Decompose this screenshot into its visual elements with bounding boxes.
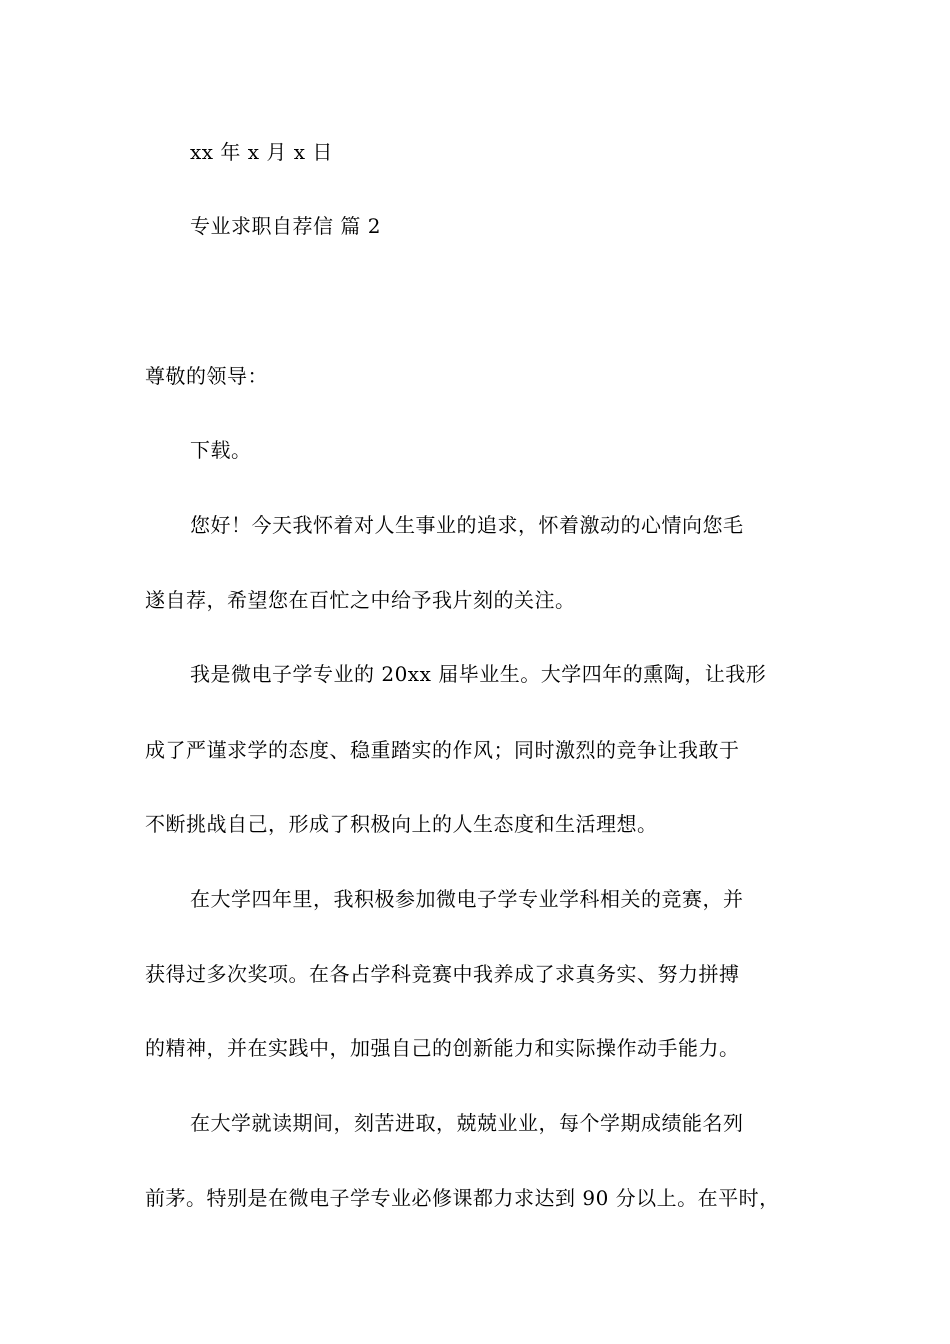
- paragraph-line: 我是微电子学专业的 20xx 届毕业生。大学四年的熏陶，让我形: [190, 662, 767, 686]
- paragraph-line: 下载。: [190, 438, 252, 462]
- paragraph-line: 获得过多次奖项。在各占学科竞赛中我养成了求真务实、努力拼搏: [145, 962, 740, 986]
- date-line: xx 年 x 月 x 日: [190, 140, 333, 164]
- document-heading: 专业求职自荐信 篇 2: [190, 214, 381, 238]
- paragraph-line: 前茅。特别是在微电子学专业必修课都力求达到 90 分以上。在平时，: [145, 1186, 780, 1210]
- paragraph-line: 的精神，并在实践中，加强自己的创新能力和实际操作动手能力。: [145, 1036, 740, 1060]
- paragraph-line: 遂自荐，希望您在百忙之中给予我片刻的关注。: [145, 588, 576, 612]
- paragraph-line: 不断挑战自己，形成了积极向上的人生态度和生活理想。: [145, 812, 658, 836]
- paragraph-line: 成了严谨求学的态度、稳重踏实的作风；同时激烈的竞争让我敢于: [145, 738, 740, 762]
- salutation: 尊敬的领导：: [145, 364, 268, 388]
- paragraph-line: 在大学四年里，我积极参加微电子学专业学科相关的竞赛，并: [190, 887, 744, 911]
- paragraph-line: 在大学就读期间，刻苦进取，兢兢业业，每个学期成绩能名列: [190, 1111, 744, 1135]
- paragraph-line: 您好！今天我怀着对人生事业的追求，怀着激动的心情向您毛: [190, 513, 744, 537]
